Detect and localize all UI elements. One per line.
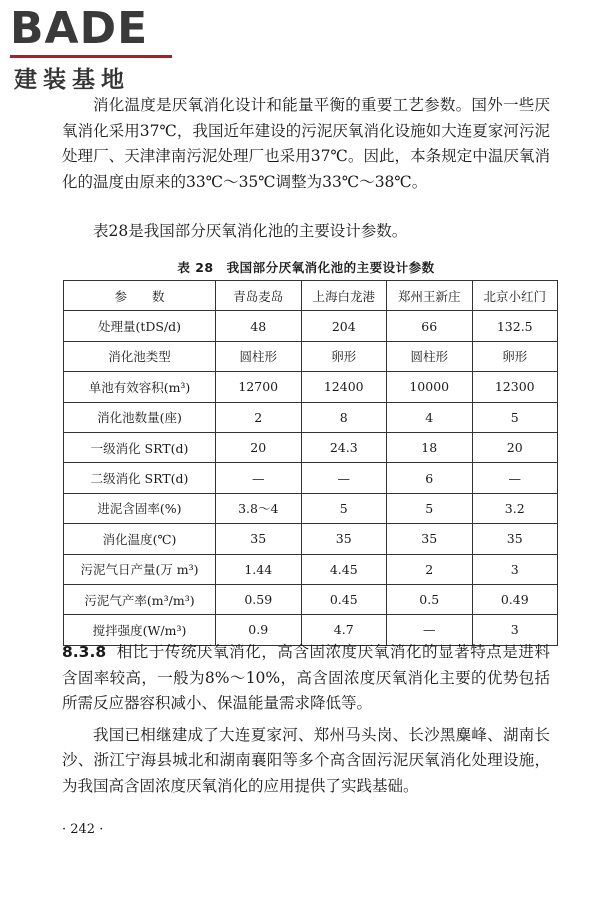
value-cell: — — [387, 615, 473, 645]
value-cell: 12400 — [301, 372, 387, 402]
value-cell: 12300 — [472, 372, 558, 402]
row-label-cell: 消化池数量(座) — [64, 402, 216, 432]
table-row — [64, 524, 558, 554]
clause-paragraph-2: 我国已相继建成了大连夏家河、郑州马头岗、长沙黑麋峰、湖南长沙、浙江宁海县城北和湖南襄阳等多个高含固污泥厌氧消化处理设施，为我国高含固浓度厌氧消化的应用提供了实践基础。 — [62, 725, 550, 795]
value-cell: 204 — [301, 311, 387, 341]
digester-parameter-table — [63, 280, 558, 646]
row-label-cell: 消化池类型 — [64, 341, 216, 371]
value-cell: — — [301, 463, 387, 493]
value-cell: 6 — [387, 463, 473, 493]
value-cell: 24.3 — [301, 432, 387, 462]
table-row — [64, 341, 558, 371]
brand-logo — [10, 3, 180, 93]
row-label-cell: 污泥气日产量(万 m³) — [64, 554, 216, 584]
table-row — [64, 432, 558, 462]
logo-brand-text: BADE — [10, 3, 149, 54]
table-row — [64, 463, 558, 493]
table-row — [64, 584, 558, 614]
value-cell: 132.5 — [472, 311, 558, 341]
clause-number: 8.3.8 — [62, 643, 107, 661]
page-number: · 242 · — [62, 822, 104, 837]
table-row — [64, 372, 558, 402]
value-cell: — — [216, 463, 302, 493]
value-cell: 3.8～4 — [216, 493, 302, 523]
table-row — [64, 554, 558, 584]
row-label-cell: 一级消化 SRT(d) — [64, 432, 216, 462]
value-cell: 18 — [387, 432, 473, 462]
row-label-cell: 二级消化 SRT(d) — [64, 463, 216, 493]
value-cell: 20 — [472, 432, 558, 462]
clause-text-1: 相比于传统厌氧消化，高含固浓度厌氧消化的显著特点是进料含固率较高，一般为8%～10%，高含固浓度厌氧消化主要的优势包括所需反应器容积减小、保温能量需求降低等。 — [62, 643, 550, 712]
value-cell: 66 — [387, 311, 473, 341]
value-cell: 2 — [216, 402, 302, 432]
value-cell: 4 — [387, 402, 473, 432]
value-cell: 0.45 — [301, 584, 387, 614]
value-cell: 35 — [472, 524, 558, 554]
value-cell: 0.49 — [472, 584, 558, 614]
value-cell: 圆柱形 — [387, 341, 473, 371]
row-label-cell: 污泥气产率(m³/m³) — [64, 584, 216, 614]
table-title: 表 28 我国部分厌氧消化池的主要设计参数 — [177, 260, 435, 275]
value-cell: 5 — [472, 402, 558, 432]
row-label-cell: 处理量(tDS/d) — [64, 311, 216, 341]
value-cell: 20 — [216, 432, 302, 462]
row-label-cell: 搅拌强度(W/m³) — [64, 615, 216, 645]
value-cell: 3 — [472, 554, 558, 584]
value-cell: 5 — [301, 493, 387, 523]
table-row — [64, 493, 558, 523]
value-cell: 5 — [387, 493, 473, 523]
value-cell: 10000 — [387, 372, 473, 402]
table-row — [64, 402, 558, 432]
clause-paragraph-1 — [62, 640, 550, 717]
row-label-cell: 消化温度(℃) — [64, 524, 216, 554]
header-cell: 上海白龙港 — [301, 281, 387, 311]
value-cell: 35 — [216, 524, 302, 554]
table-header-row — [64, 281, 558, 311]
value-cell: 48 — [216, 311, 302, 341]
value-cell: 4.45 — [301, 554, 387, 584]
paragraph-temperature: 消化温度是厌氧消化设计和能量平衡的重要工艺参数。国外一些厌氧消化采用37℃，我国近年建设的污泥厌氧消化设施如大连夏家河污泥处理厂、天津津南污泥处理厂也采用37℃。因此，本条规定中温厌氧消化的温度由原来的33℃～35℃调整为33℃～38℃。 — [62, 96, 550, 191]
value-cell: 圆柱形 — [216, 341, 302, 371]
logo-subtitle: 建装基地 — [14, 67, 130, 93]
table-row — [64, 311, 558, 341]
row-label-cell: 单池有效容积(m³) — [64, 372, 216, 402]
value-cell: 卵形 — [301, 341, 387, 371]
value-cell: 3 — [472, 615, 558, 645]
header-cell: 郑州王新庄 — [387, 281, 473, 311]
value-cell: 2 — [387, 554, 473, 584]
header-cell: 北京小红门 — [472, 281, 558, 311]
value-cell: 12700 — [216, 372, 302, 402]
value-cell: 0.59 — [216, 584, 302, 614]
clause-8-3-8 — [62, 640, 550, 799]
header-cell: 青岛麦岛 — [216, 281, 302, 311]
value-cell: 35 — [301, 524, 387, 554]
header-cell: 参 数 — [64, 281, 216, 311]
value-cell: 8 — [301, 402, 387, 432]
value-cell: 0.5 — [387, 584, 473, 614]
value-cell: 35 — [387, 524, 473, 554]
paragraph-table-intro: 表28是我国部分厌氧消化池的主要设计参数。 — [93, 222, 408, 240]
value-cell: 0.9 — [216, 615, 302, 645]
value-cell: 4.7 — [301, 615, 387, 645]
logo-accent-bar — [10, 55, 172, 58]
value-cell: 卵形 — [472, 341, 558, 371]
value-cell: 1.44 — [216, 554, 302, 584]
row-label-cell: 进泥含固率(%) — [64, 493, 216, 523]
value-cell: 3.2 — [472, 493, 558, 523]
value-cell: — — [472, 463, 558, 493]
